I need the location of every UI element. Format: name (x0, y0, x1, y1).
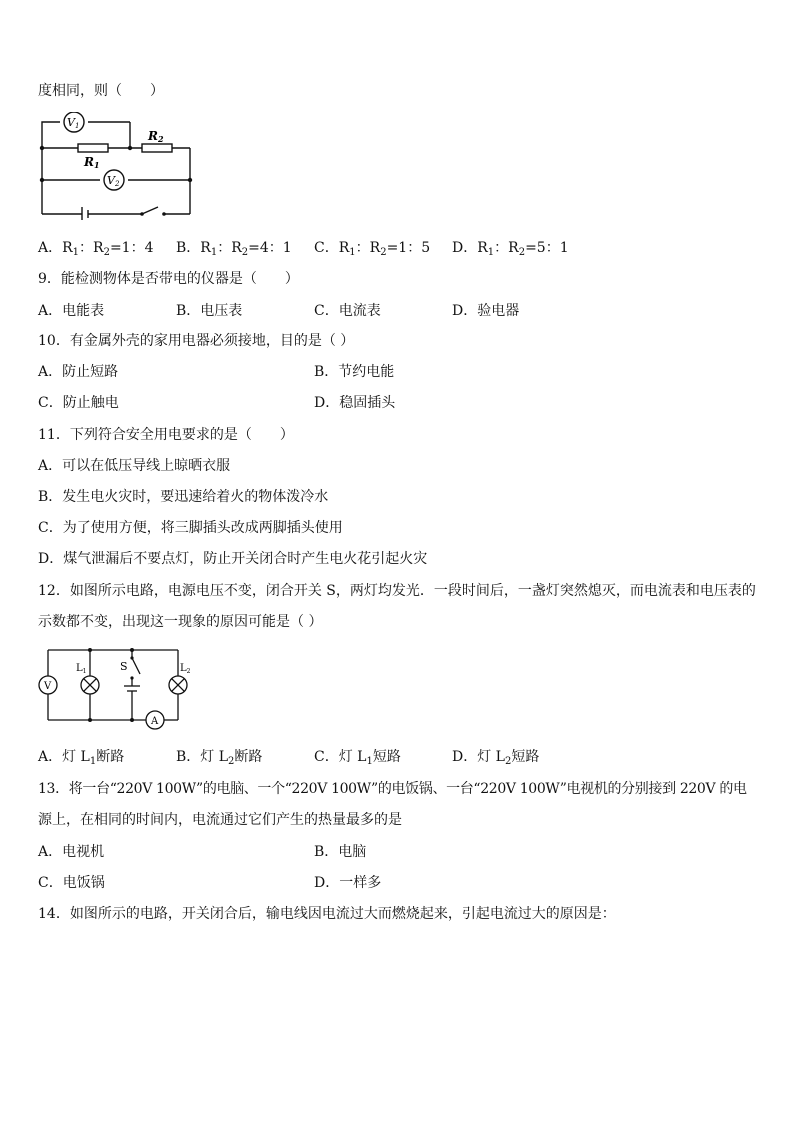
q13-option-c: C．电饭锅 (38, 875, 105, 891)
q11-stem: 11．下列符合安全用电要求的是（ ） (38, 427, 294, 443)
q12-option-d: D．灯 $L_2$短路 (452, 749, 540, 767)
l1-label: $L_1$ (76, 663, 87, 675)
q12-option-b: B．灯 $L_2$断路 (176, 749, 263, 767)
q12-option-c: C．灯 $L_1$短路 (314, 749, 401, 767)
q13-option-a: A．电视机 (38, 844, 105, 860)
q9-option-c: C．电流表 (314, 303, 381, 319)
voltmeter-label: V (44, 681, 52, 692)
q9-option-b: B．电压表 (176, 303, 243, 319)
question-8-stem-tail: 度相同，则（ ） (38, 83, 164, 99)
switch-label: S (120, 660, 128, 673)
circuit-diagram-1 (36, 112, 196, 220)
r2-label: R2 (148, 129, 164, 144)
q13-option-d: D．一样多 (314, 875, 382, 891)
q12-stem-line-1: 12．如图所示电路，电源电压不变，闭合开关 S，两灯均发光．一段时间后，一盏灯突然熄灭，而电流表和电压表的 (38, 583, 756, 599)
v1-label: V1 (67, 116, 80, 130)
v2-label: V2 (107, 174, 120, 188)
q14-stem: 14．如图所示的电路，开关闭合后，输电线因电流过大而燃烧起来，引起电流过大的原因是： (38, 906, 616, 922)
q9-option-d: D．验电器 (452, 303, 520, 319)
q11-option-a: A．可以在低压导线上晾晒衣服 (38, 458, 231, 474)
q11-option-d: D．煤气泄漏后不要点灯，防止开关闭合时产生电火花引起火灾 (38, 551, 428, 567)
q10-option-c: C．防止触电 (38, 395, 119, 411)
q13-option-b: B．电脑 (314, 844, 367, 860)
r1-label: R1 (84, 155, 100, 170)
q13-stem-line-1: 13．将一台“220V 100W”的电脑、一个“220V 100W”的电饭锅、一台“220V 100W”电视机的分别接到 220V 的电 (38, 781, 747, 797)
ammeter-label: A (151, 716, 159, 727)
q11-option-c: C．为了使用方便，将三脚插头改成两脚插头使用 (38, 520, 343, 536)
q8-option-d: D．$R_1$：$R_2=5$：1 (452, 240, 569, 258)
q10-option-a: A．防止短路 (38, 364, 119, 380)
circuit-diagram-2 (36, 646, 196, 732)
l2-label: $L_2$ (180, 663, 191, 675)
q12-option-a: A．灯 $L_1$断路 (38, 749, 125, 767)
q10-stem: 10．有金属外壳的家用电器必须接地，目的是（ ） (38, 333, 355, 349)
q9-option-a: A．电能表 (38, 303, 105, 319)
q11-option-b: B．发生电火灾时，要迅速给着火的物体泼冷水 (38, 489, 329, 505)
q12-stem-line-2: 示数都不变，出现这一现象的原因可能是（ ） (38, 614, 323, 630)
q10-option-d: D．稳固插头 (314, 395, 396, 411)
q13-stem-line-2: 源上，在相同的时间内，电流通过它们产生的热量最多的是 (38, 812, 402, 828)
q10-option-b: B．节约电能 (314, 364, 395, 380)
q9-stem: 9．能检测物体是否带电的仪器是（ ） (38, 271, 299, 287)
q8-option-b: B．$R_1$：$R_2=4$：1 (176, 240, 292, 258)
q8-option-c: C．$R_1$：$R_2=1$：5 (314, 240, 431, 258)
q8-option-a: A．$R_1$：$R_2=1$：4 (38, 240, 154, 258)
